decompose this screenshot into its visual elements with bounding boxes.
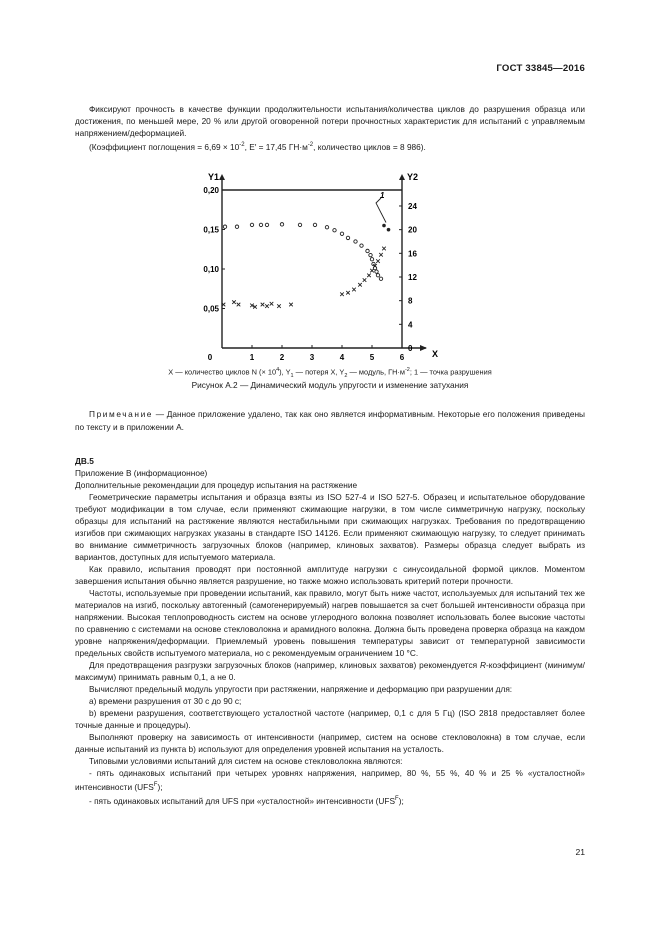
y2-tick-label: 24 bbox=[408, 201, 417, 211]
x-tick-label: 6 bbox=[399, 353, 405, 362]
bullet-item-2 bbox=[75, 793, 585, 807]
legend-text-a: X — количество циклов N (× 10 bbox=[168, 367, 277, 377]
modulus-point-circle bbox=[223, 225, 226, 228]
x-tick-label: 1 bbox=[249, 353, 255, 362]
loss-point-cross bbox=[277, 304, 281, 308]
y1-tick-label: 0,05 bbox=[203, 304, 219, 314]
section-paragraph-4 bbox=[75, 659, 585, 683]
modulus-point-circle bbox=[373, 266, 376, 269]
chart-axes bbox=[208, 172, 438, 359]
intro-p2-text-c: , количество циклов = 8 986). bbox=[313, 141, 426, 152]
y2-tick-label: 12 bbox=[408, 272, 417, 282]
section-paragraph-5: Вычисляют предельный модуль упругости при растяжении, напряжение и деформацию при разрушении для: bbox=[89, 684, 513, 694]
p4-text-b: -коэффициент (минимум/максимум) принимать равным 0,1, а не 0. bbox=[75, 660, 585, 682]
legend-sup2: -2 bbox=[404, 367, 410, 373]
x-tick-label: 5 bbox=[369, 353, 375, 362]
failure-point-marker bbox=[382, 224, 386, 228]
intro-paragraph-1: Фиксируют прочность в качестве функции продолжительности испытания/количества циклов до разрушения образца или достижения, по меньшей мере, 20 % или другой оговоренной потери прочностных характеристик для испытаний с управляемым напряжением/деформацией. bbox=[75, 104, 585, 138]
loss-point-cross bbox=[358, 283, 362, 287]
section-paragraph-3: Частоты, используемые при проведении испытаний, как правило, могут быть ниже частот, используемых для испытаний тех же материалов на изгиб, поскольку автогенный (самогенерируемый) нагрев повышается за счет большей интенсивности образца при напряжении. Высокая теплопроводность систем на основе углеродного волокна позволяет использовать более высокие частоты по сравнению с системами на основе стекловолокна и арамидного волокна. Должна быть проведена проверка образца на каждом уровне напряжения/деформации. Приемлемый уровень повышения температуры зависит от температурной зависимости предельных свойств испытуемого материала, но с рекомендуемым ограничением 10 °C. bbox=[75, 588, 585, 658]
figure-legend bbox=[120, 367, 540, 379]
modulus-point-circle bbox=[265, 223, 268, 226]
bullet-2-sup: F bbox=[395, 795, 399, 802]
section-appendix: Приложение В (информационное) bbox=[75, 468, 208, 478]
loss-point-cross bbox=[367, 274, 371, 278]
page-number: 21 bbox=[575, 847, 585, 857]
p4-text-a: Для предотвращения разгрузки загрузочных блоков (например, клиновых захватов) рекомендуется bbox=[89, 660, 480, 670]
loss-point-cross bbox=[346, 291, 350, 295]
modulus-point-circle bbox=[376, 274, 379, 277]
x-tick-label: 2 bbox=[279, 353, 285, 362]
intro-p2-text-a: (Коэффициент поглощения = 6,69 × 10 bbox=[89, 141, 240, 152]
modulus-point-circle bbox=[333, 229, 336, 232]
modulus-point-circle bbox=[379, 277, 382, 280]
intro-p2-sup2: -2 bbox=[307, 142, 314, 148]
loss-point-cross bbox=[289, 303, 293, 307]
legend-sub1: 1 bbox=[290, 372, 294, 379]
chart-ticks bbox=[203, 186, 417, 362]
legend-text-c: — потеря X, Y bbox=[293, 367, 345, 377]
modulus-point-circle bbox=[346, 236, 349, 239]
modulus-point-circle bbox=[366, 249, 369, 252]
section-paragraph-1: Геометрические параметры испытания и образца взяты из ISO 527-4 и ISO 527-5. Образец и испытательное оборудование требуют модификации в том случае, если применяют сжимающие нагрузки, в том числе симметричную нагрузку, поскольку образцы для испытаний на растяжение являются нестабильными при сжимающих нагрузках. Требования по предотвращению изгибов при сжимающих нагрузках указаны в стандарте ISO 14126. Если применяют сжимающую нагрузку, то следует принимать во внимание симметричность загрузочных блоков (например, клиновых захватов). Размеры образца следует выбрать из вариантов, доступных для испытуемого материала. bbox=[75, 492, 585, 562]
modulus-point-circle bbox=[370, 258, 373, 261]
modulus-point-circle bbox=[360, 244, 363, 247]
section-paragraph-6: Выполняют проверку на зависимость от интенсивности (например, систем на основе стекловолокна) в том случае, если данные испытаний из пункта b) используют для определения уровней испытания на усталость. bbox=[75, 732, 585, 754]
bullet-item-1 bbox=[75, 767, 585, 793]
modulus-point-circle bbox=[354, 240, 357, 243]
note-paragraph bbox=[75, 408, 585, 433]
bullet-1-sup: F bbox=[153, 782, 158, 788]
bullet-1-text-a: - пять одинаковых испытаний при четырех уровнях напряжения, например, 80 %, 55 %, 40 % и 25 % «усталостной» интенсивности (UFS bbox=[75, 768, 585, 792]
intro-block bbox=[75, 103, 585, 153]
modulus-point-circle bbox=[259, 223, 262, 226]
legend-text-e: ; 1 — точка разрушения bbox=[409, 367, 492, 377]
section-subtitle: Дополнительные рекомендации для процедур испытания на растяжение bbox=[75, 480, 358, 490]
x-tick-label: 0 bbox=[207, 353, 213, 362]
loss-point-cross bbox=[232, 300, 236, 304]
x-axis-label: X bbox=[432, 349, 439, 359]
y2-axis-label: Y2 bbox=[407, 172, 419, 182]
modulus-point-circle bbox=[280, 223, 283, 226]
loss-point-cross bbox=[340, 292, 344, 296]
legend-text-b: ), Y bbox=[279, 367, 291, 377]
loss-point-cross bbox=[237, 303, 241, 307]
note-text: — Данное приложение удалено, так как оно является информативным. Некоторые его положения приведены по тексту и в приложении А. bbox=[75, 409, 585, 432]
y1-tick-label: 0,10 bbox=[203, 265, 219, 274]
y2-tick-label: 16 bbox=[408, 249, 417, 259]
modulus-point-circle bbox=[235, 225, 238, 228]
y2-tick-label: 8 bbox=[408, 296, 413, 306]
y1-tick-label: 0,15 bbox=[203, 225, 219, 235]
y2-axis-arrow bbox=[399, 174, 405, 180]
annotation-label: 1 bbox=[380, 191, 385, 200]
legend-sub2: 2 bbox=[344, 372, 348, 379]
intro-p2-text-b: , E′ = 17,45 ГН·м bbox=[244, 141, 308, 152]
bullet-2-text-b: ); bbox=[398, 795, 404, 806]
loss-point-cross bbox=[363, 278, 367, 282]
y1-axis-arrow bbox=[219, 174, 225, 180]
legend-text-d: — модуль, ГН·м bbox=[347, 367, 405, 377]
modulus-point-circle bbox=[250, 223, 253, 226]
x-tick-label: 4 bbox=[339, 353, 345, 362]
intro-p2-sup1: -2 bbox=[239, 142, 245, 148]
list-item-b: b) времени разрушения, соответствующего усталостной частоте (например, 0,1 с для 5 Гц) (ISO 2818 предоставляет более точные данные и процедуры). bbox=[75, 708, 585, 730]
loss-point-cross bbox=[376, 259, 380, 263]
annotation-leader-line bbox=[376, 198, 386, 223]
modulus-point-circle bbox=[313, 223, 316, 226]
document-header: ГОСТ 33845—2016 bbox=[496, 63, 585, 74]
loss-point-cross bbox=[352, 288, 356, 292]
modulus-point-circle bbox=[375, 270, 378, 273]
bullet-2-text-a: - пять одинаковых испытаний для UFS при «усталостной» интенсивности (UFS bbox=[89, 795, 396, 806]
chart-points bbox=[222, 223, 391, 309]
loss-point-cross bbox=[382, 247, 386, 251]
note-label: Примечание bbox=[89, 409, 154, 419]
y2-tick-label: 0 bbox=[408, 344, 413, 353]
modulus-point-circle bbox=[325, 226, 328, 229]
legend-sup: 4 bbox=[276, 367, 280, 373]
x-axis-arrow bbox=[420, 345, 427, 351]
modulus-point-circle bbox=[369, 253, 372, 256]
section-paragraph-7: Типовыми условиями испытаний для систем на основе стекловолокна являются: bbox=[89, 756, 403, 766]
loss-point-cross bbox=[265, 304, 269, 308]
p4-r-symbol: R bbox=[479, 660, 486, 670]
intro-paragraph-2 bbox=[75, 139, 585, 153]
y2-tick-label: 20 bbox=[408, 225, 417, 235]
loss-point-cross bbox=[270, 302, 274, 306]
y1-axis-label: Y1 bbox=[208, 172, 220, 182]
y2-tick-label: 4 bbox=[408, 320, 413, 330]
modulus-point-circle bbox=[298, 223, 301, 226]
bullet-1-text-b: ); bbox=[157, 781, 163, 792]
section-code: ДВ.5 bbox=[75, 456, 94, 466]
figure-caption: Рисунок А.2 — Динамический модуль упругости и изменение затухания bbox=[191, 380, 469, 390]
x-tick-label: 3 bbox=[309, 353, 315, 362]
section-paragraph-2: Как правило, испытания проводят при постоянной амплитуде нагрузки с синусоидальной формой циклов. Моментом завершения испытания обычно является разрушение, но также можно использовать критерий потери прочности. bbox=[75, 564, 585, 586]
failure-point-marker bbox=[387, 228, 391, 232]
loss-point-cross bbox=[379, 253, 383, 257]
y1-tick-label: 0,20 bbox=[203, 186, 219, 195]
list-item-a: a) времени разрушения от 30 с до 90 с; bbox=[89, 696, 242, 706]
modulus-point-circle bbox=[340, 232, 343, 235]
section-block bbox=[75, 455, 585, 807]
damping-modulus-chart bbox=[190, 168, 450, 366]
loss-point-cross bbox=[261, 303, 265, 307]
